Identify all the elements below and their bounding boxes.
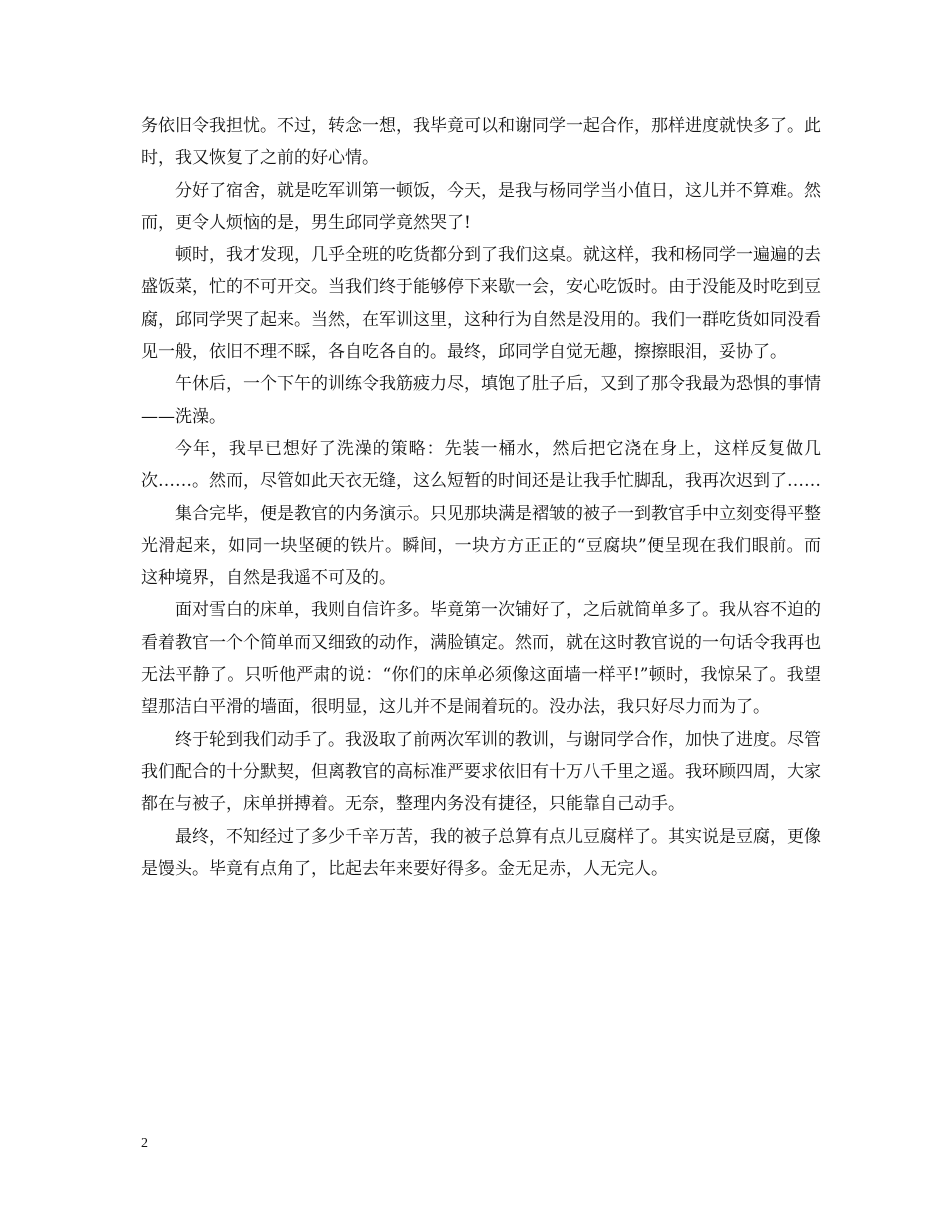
paragraph-5: 今年，我早已想好了洗澡的策略：先装一桶水，然后把它浇在身上，这样反复做几次……。然而，尽管如此天衣无缝，这么短暂的时间还是让我手忙脚乱，我再次迟到了…… [141,438,821,492]
paragraph-7: 面对雪白的床单，我则自信许多。毕竟第一次铺好了，之后就简单多了。我从容不迫的看着教官一个个简单而又细致的动作，满脸镇定。然而，就在这时教官说的一句话令我再也无法平静了。只听他严肃的说：“你们的床单必须像这面墙一样平!”顿时，我惊呆了。我望望那洁白平滑的墙面，很明显，这儿并不是闹着玩的。没办法，我只好尽力而为了。 [141,600,821,718]
paragraph-3: 顿时，我才发现，几乎全班的吃货都分到了我们这桌。就这样，我和杨同学一遍遍的去盛饭菜，忙的不可开交。当我们终于能够停下来歇一会，安心吃饭时。由于没能及时吃到豆腐，邱同学哭了起来。当然，在军训这里，这种行为自然是没用的。我们一群吃货如同没看见一般，依旧不理不睬，各自吃各自的。最终，邱同学自觉无趣，擦擦眼泪，妥协了。 [141,245,821,363]
paragraph-9: 最终，不知经过了多少千辛万苦，我的被子总算有点儿豆腐样了。其实说是豆腐，更像是馒头。毕竟有点角了，比起去年来要好得多。金无足赤，人无完人。 [141,826,821,879]
paragraph-2: 分好了宿舍，就是吃军训第一顿饭，今天，是我与杨同学当小值日，这儿并不算难。然而，更令人烦恼的是，男生邱同学竟然哭了! [141,180,821,233]
paragraph-8: 终于轮到我们动手了。我汲取了前两次军训的教训，与谢同学合作，加快了进度。尽管我们配合的十分默契，但离教官的高标准严要求依旧有十万八千里之遥。我环顾四周，大家都在与被子，床单拼搏着。无奈，整理内务没有捷径，只能靠自己动手。 [141,729,821,815]
paragraph-4: 午休后，一个下午的训练令我筋疲力尽，填饱了肚子后，又到了那令我最为恐惧的事情——洗澡。 [141,374,821,427]
paragraph-1: 务依旧令我担忧。不过，转念一想，我毕竟可以和谢同学一起合作，那样进度就快多了。此时，我又恢复了之前的好心情。 [141,116,821,169]
page-number: 2 [141,1136,148,1151]
paragraph-6: 集合完毕，便是教官的内务演示。只见那块满是褶皱的被子一到教官手中立刻变得平整光滑起来，如同一块坚硬的铁片。瞬间，一块方方正正的“豆腐块”便呈现在我们眼前。而这种境界，自然是我遥不可及的。 [141,503,821,589]
body-text [141,110,821,885]
